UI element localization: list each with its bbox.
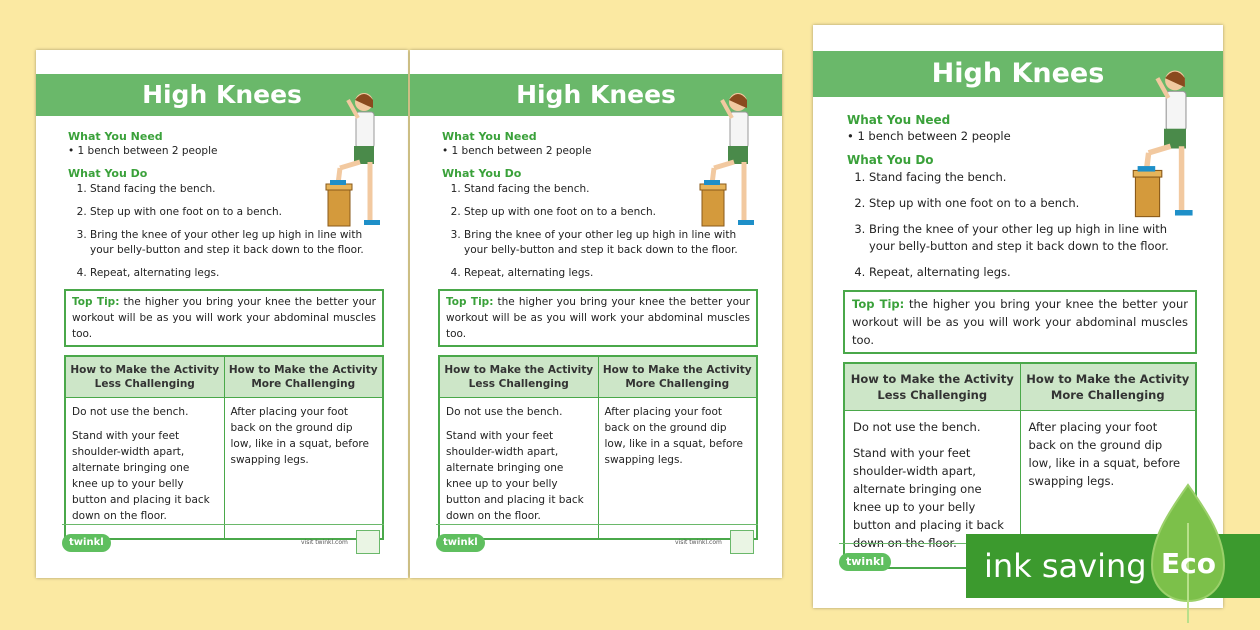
- step-item: 4. Repeat, alternating legs.: [90, 266, 365, 281]
- what-you-need-heading: What You Need: [442, 130, 537, 143]
- page-title: High Knees: [36, 74, 408, 116]
- steps-list: [843, 169, 1169, 281]
- what-you-need-item: • 1 bench between 2 people: [68, 145, 218, 157]
- more-challenging-text: After placing your foot back on the ground dip low, like in a squat, before swapping legs.: [1028, 420, 1181, 488]
- worksheet-page-1: [36, 50, 408, 578]
- what-you-need-heading: What You Need: [68, 130, 163, 143]
- what-you-do-heading: What You Do: [442, 167, 522, 180]
- worksheet-page-2: [410, 50, 782, 578]
- top-tip-label: Top Tip:: [72, 296, 120, 308]
- visit-link: visit twinkl.com: [301, 539, 348, 546]
- step-item: 2. Step up with one foot on to a bench.: [90, 205, 365, 220]
- steps-list: [438, 182, 739, 281]
- less-challenging-cell: [439, 398, 598, 540]
- ink-saving-text: ink saving: [984, 547, 1147, 585]
- footer-divider: [62, 524, 384, 525]
- less-challenging-text-1: Do not use the bench.: [72, 406, 189, 418]
- more-challenging-cell: [598, 398, 757, 540]
- quality-badge-icon: [356, 530, 380, 554]
- steps-list: [64, 182, 365, 281]
- less-challenging-text-2: Stand with your feet shoulder-width apart, alternate bringing one knee up to your belly button and placing it back down on the floor.: [72, 430, 210, 522]
- what-you-do-heading: What You Do: [68, 167, 148, 180]
- challenge-table: [64, 355, 384, 540]
- top-tip-box: [438, 289, 758, 347]
- challenge-table: [438, 355, 758, 540]
- top-tip-label: Top Tip:: [446, 296, 494, 308]
- page-title: High Knees: [813, 51, 1223, 97]
- less-challenging-header: How to Make the Activity Less Challenging: [65, 356, 224, 398]
- what-you-need-item: • 1 bench between 2 people: [847, 129, 1011, 143]
- step-item: 3. Bring the knee of your other leg up high in line with your belly-button and step it back down to the floor.: [90, 228, 365, 258]
- less-challenging-text-2: Stand with your feet shoulder-width apart, alternate bringing one knee up to your belly button and placing it back down on the floor.: [853, 446, 1004, 550]
- step-item: 1. Stand facing the bench.: [464, 182, 739, 197]
- less-challenging-header: How to Make the Activity Less Challenging: [844, 363, 1020, 411]
- footer-divider: [436, 524, 758, 525]
- more-challenging-header: How to Make the Activity More Challenging: [1020, 363, 1196, 411]
- top-tip-box: [843, 290, 1197, 354]
- more-challenging-text: After placing your foot back on the ground dip low, like in a squat, before swapping legs.: [604, 406, 743, 466]
- twinkl-logo: twinkl: [62, 534, 111, 552]
- step-item: 2. Step up with one foot on to a bench.: [869, 195, 1169, 212]
- less-challenging-header: How to Make the Activity Less Challenging: [439, 356, 598, 398]
- top-tip-text: the higher you bring your knee the better your workout will be as you will work your abdominal muscles too.: [446, 296, 750, 340]
- what-you-need-heading: What You Need: [847, 113, 951, 127]
- top-tip-label: Top Tip:: [852, 297, 905, 311]
- more-challenging-header: How to Make the Activity More Challenging: [224, 356, 383, 398]
- quality-badge-icon: [730, 530, 754, 554]
- more-challenging-text: After placing your foot back on the ground dip low, like in a squat, before swapping legs.: [230, 406, 369, 466]
- top-tip-box: [64, 289, 384, 347]
- step-item: 4. Repeat, alternating legs.: [464, 266, 739, 281]
- worksheet-content: [438, 130, 758, 540]
- step-item: 3. Bring the knee of your other leg up high in line with your belly-button and step it back down to the floor.: [869, 221, 1169, 255]
- what-you-need-item: • 1 bench between 2 people: [442, 145, 592, 157]
- less-challenging-text-1: Do not use the bench.: [446, 406, 563, 418]
- step-item: 2. Step up with one foot on to a bench.: [464, 205, 739, 220]
- twinkl-logo: twinkl: [436, 534, 485, 552]
- more-challenging-cell: [224, 398, 383, 540]
- page-title: High Knees: [410, 74, 782, 116]
- step-item: 1. Stand facing the bench.: [90, 182, 365, 197]
- top-tip-text: the higher you bring your knee the better your workout will be as you will work your abdominal muscles too.: [852, 297, 1188, 347]
- top-tip-text: the higher you bring your knee the better your workout will be as you will work your abdominal muscles too.: [72, 296, 376, 340]
- worksheet-content: [843, 113, 1197, 569]
- less-challenging-cell: [65, 398, 224, 540]
- step-item: 4. Repeat, alternating legs.: [869, 264, 1169, 281]
- less-challenging-text-2: Stand with your feet shoulder-width apart, alternate bringing one knee up to your belly button and placing it back down on the floor.: [446, 430, 584, 522]
- eco-label: Eco: [1161, 547, 1216, 580]
- step-item: 1. Stand facing the bench.: [869, 169, 1169, 186]
- what-you-do-heading: What You Do: [847, 153, 934, 167]
- step-item: 3. Bring the knee of your other leg up high in line with your belly-button and step it back down to the floor.: [464, 228, 739, 258]
- less-challenging-text-1: Do not use the bench.: [853, 420, 981, 434]
- more-challenging-header: How to Make the Activity More Challenging: [598, 356, 757, 398]
- worksheet-content: [64, 130, 384, 540]
- twinkl-logo: twinkl: [839, 553, 891, 571]
- visit-link: visit twinkl.com: [675, 539, 722, 546]
